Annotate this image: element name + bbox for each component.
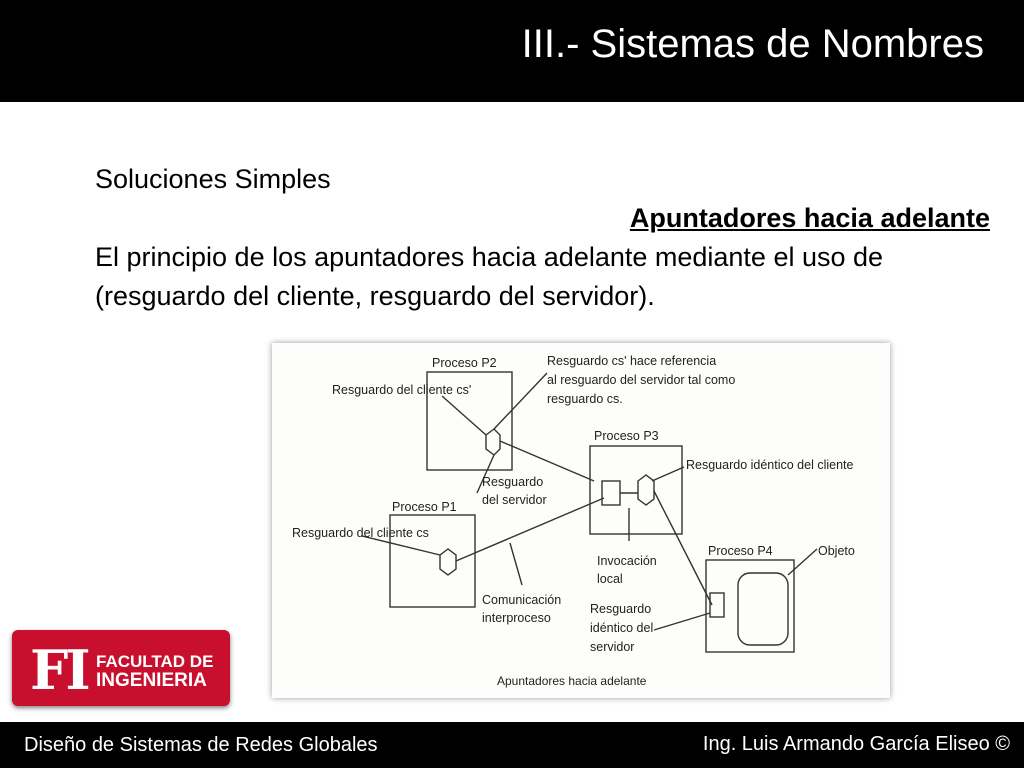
faculty-logo [12,630,230,706]
label-invocacion-1: Invocación [597,554,657,568]
p3-server-stub [602,481,620,505]
link-p3-p4 [654,491,712,605]
logo-mark: FI [30,638,88,702]
p3-client-stub [638,475,654,505]
label-note-2: al resguardo del servidor tal como [547,373,736,387]
label-proceso-p3: Proceso P3 [594,429,659,443]
figure-caption: Apuntadores hacia adelante [497,674,647,688]
label-comunicacion-2: interproceso [482,611,551,625]
label-resguardo-cliente-cs-prime: Resguardo del cliente cs' [332,383,472,397]
label-invocacion-2: local [597,572,623,586]
forward-pointers-diagram [272,343,890,698]
link-p1-p3 [456,498,604,561]
label-resguardo-cliente-cs: Resguardo del cliente cs [292,526,429,540]
label-resguardo-servidor-1: Resguardo [482,475,544,489]
label-resguardo-identico-3: servidor [590,640,635,654]
slide-content [95,160,990,316]
label-comunicacion-1: Comunicación [482,593,562,607]
p2-stub [486,429,500,455]
label-resguardo-identico-1: Resguardo [590,602,652,616]
process-p3-box [590,446,682,534]
logo-line-2: INGENIERIA [96,670,207,691]
diagram-labels [292,354,855,654]
label-resguardo-identico-2: idéntico del [590,621,654,635]
p1-stub [440,549,456,575]
object-box [738,573,788,645]
label-proceso-p4: Proceso P4 [708,544,773,558]
label-note-1: Resguardo cs' hace referencia [547,354,717,368]
title-bar [0,0,1024,102]
subtitle: Soluciones Simples [95,164,331,194]
label-proceso-p2: Proceso P2 [432,356,497,370]
p4-server-stub [710,593,724,617]
slide-title: III.- Sistemas de Nombres [521,22,984,66]
label-resguardo-identico-cliente: Resguardo idéntico del cliente [686,458,854,472]
topic-heading: Apuntadores hacia adelante [629,203,990,233]
body-paragraph: El principio de los apuntadores hacia adelante mediante el uso de (resguardo del cliente, resguardo del servidor). [95,242,884,311]
label-proceso-p1: Proceso P1 [392,500,457,514]
label-objeto: Objeto [818,544,855,558]
diagram-svg [272,343,890,698]
label-note-3: resguardo cs. [547,392,623,406]
footer-course: Diseño de Sistemas de Redes Globales [24,734,378,756]
footer-bar [0,722,1024,768]
logo-line-1: FACULTAD DE [96,652,214,671]
footer-author: Ing. Luis Armando García Eliseo © [702,733,1010,755]
label-resguardo-servidor-2: del servidor [482,493,547,507]
